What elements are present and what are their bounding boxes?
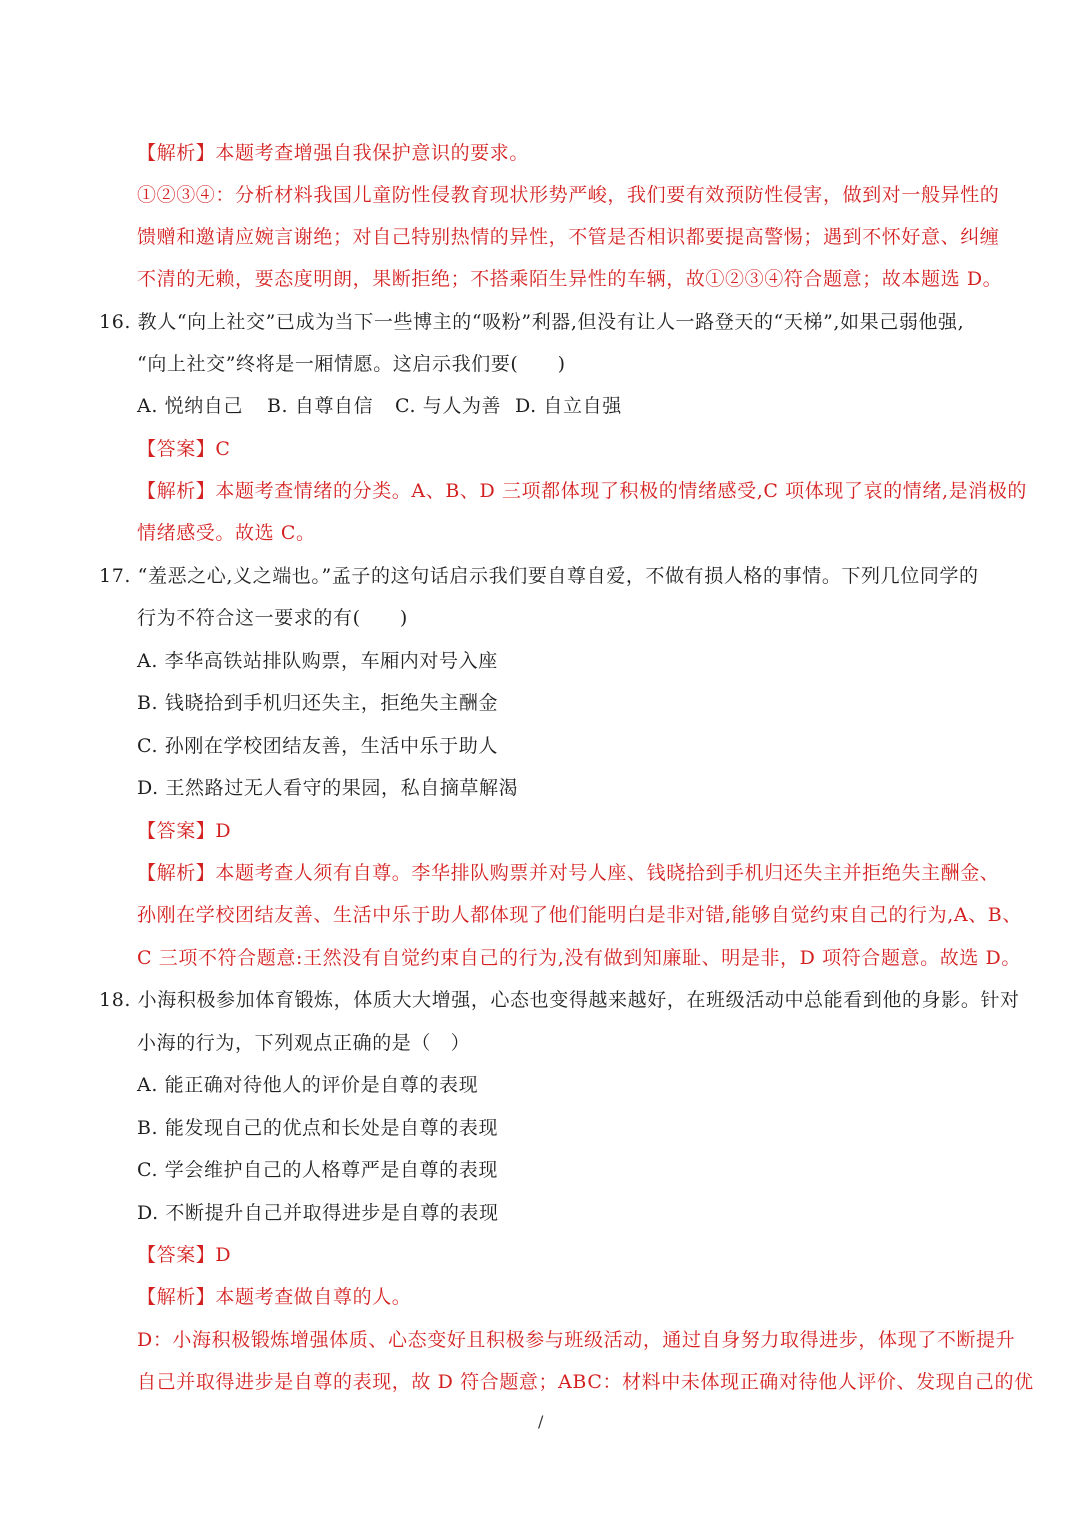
q18-option-b: B. 能发现自己的优点和长处是自尊的表现 xyxy=(137,1117,499,1139)
q15-analysis-line: ①②③④：分析材料我国儿童防性侵教育现状形势严峻，我们要有效预防性侵害，做到对一般异性的 xyxy=(137,184,1000,206)
q18-option-d: D. 不断提升自己并取得进步是自尊的表现 xyxy=(137,1202,499,1224)
q16-options xyxy=(137,393,622,419)
q18-analysis-title: 【解析】本题考查做自尊的人。 xyxy=(137,1286,412,1308)
q18-option-c: C. 学会维护自己的人格尊严是自尊的表现 xyxy=(137,1159,498,1181)
q15-analysis-title: 【解析】本题考查增强自我保护意识的要求。 xyxy=(137,142,530,164)
q16-answer: 【答案】C xyxy=(137,438,231,460)
q16-analysis-line: 【解析】本题考查情绪的分类。A、B、D 三项都体现了积极的情绪感受,C 项体现了哀的情绪,是消极的 xyxy=(137,480,1028,502)
q16-option-a: A. 悦纳自己 xyxy=(137,395,244,417)
q17-stem: 行为不符合这一要求的有( ) xyxy=(137,607,408,629)
q18-answer: 【答案】D xyxy=(137,1244,232,1266)
q15-analysis-line: 不清的无赖，要态度明朗，果断拒绝；不搭乘陌生异性的车辆，故①②③④符合题意；故本题选 D。 xyxy=(137,268,1003,290)
q18-option-a: A. 能正确对待他人的评价是自尊的表现 xyxy=(137,1074,479,1096)
q17-option-d: D. 王然路过无人看守的果园，私自摘草解渴 xyxy=(137,777,519,799)
q16-option-d: D. 自立自强 xyxy=(515,395,622,417)
page-number: / xyxy=(538,1412,544,1431)
q18-stem: 18. 小海积极参加体育锻炼，体质大大增强，心态也变得越来越好，在班级活动中总能看到他的身影。针对 xyxy=(99,989,1020,1011)
q17-analysis-line: 【解析】本题考查人须有自尊。李华排队购票并对号人座、钱晓拾到手机归还失主并拒绝失主酬金、 xyxy=(137,862,1000,884)
q17-option-a: A. 李华高铁站排队购票，车厢内对号入座 xyxy=(137,650,498,672)
q17-stem: 17. “羞恶之心,义之端也。”孟子的这句话启示我们要自尊自爱，不做有损人格的事情。下列几位同学的 xyxy=(99,565,979,587)
q17-analysis-line: 孙刚在学校团结友善、生活中乐于助人都体现了他们能明白是非对错,能够自觉约束自己的行为,A、B、 xyxy=(137,904,1022,926)
q17-answer: 【答案】D xyxy=(137,820,232,842)
q17-option-c: C. 孙刚在学校团结友善，生活中乐于助人 xyxy=(137,735,498,757)
q16-stem: “向上社交”终将是一厢情愿。这启示我们要( ) xyxy=(137,353,566,375)
q17-option-b: B. 钱晓拾到手机归还失主，拒绝失主酬金 xyxy=(137,692,499,714)
q17-analysis-line: C 三项不符合题意:王然没有自觉约束自己的行为,没有做到知廉耻、明是非，D 项符合题意。故选 D。 xyxy=(137,947,1021,969)
q15-analysis-line: 馈赠和邀请应婉言谢绝；对自己特别热情的异性，不管是否相识都要提高警惕；遇到不怀好意、纠缠 xyxy=(137,226,1000,248)
q18-stem: 小海的行为，下列观点正确的是（ ） xyxy=(137,1032,471,1054)
q16-analysis-line: 情绪感受。故选 C。 xyxy=(137,522,316,544)
q18-analysis-line: 自己并取得进步是自尊的表现，故 D 符合题意；ABC：材料中未体现正确对待他人评价、发现自己的优 xyxy=(137,1371,1034,1393)
q18-analysis-line: D：小海积极锻炼增强体质、心态变好且积极参与班级活动，通过自身努力取得进步，体现了不断提升 xyxy=(137,1329,1016,1351)
q16-option-c: C. 与人为善 xyxy=(395,395,502,417)
q16-option-b: B. 自尊自信 xyxy=(267,395,374,417)
q16-stem: 16. 教人“向上社交”已成为当下一些博主的“吸粉”利器,但没有让人一路登天的“天梯”,如果己弱他强, xyxy=(99,311,965,333)
